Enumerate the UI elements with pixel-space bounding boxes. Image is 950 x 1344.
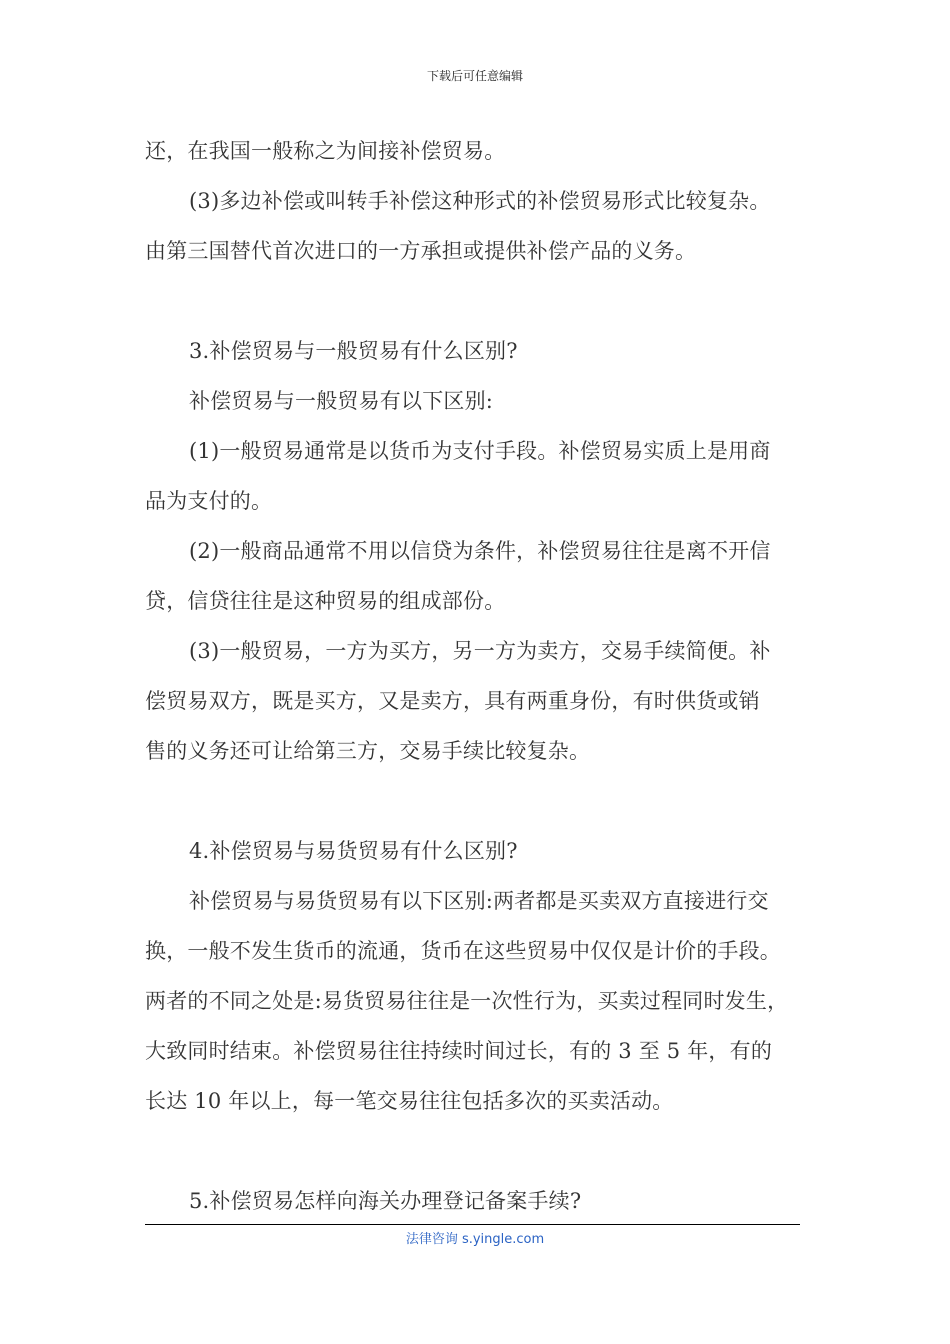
paragraph-line: 补偿贸易与一般贸易有以下区别: <box>189 389 494 413</box>
paragraph-line: 长达 10 年以上，每一笔交易往往包括多次的买卖活动。 <box>145 1089 674 1113</box>
paragraph-line: 品为支付的。 <box>145 489 273 513</box>
blank-line <box>145 276 815 326</box>
page-header-note: 下载后可任意编辑 <box>426 69 523 83</box>
paragraph-line: (3)多边补偿或叫转手补偿这种形式的补偿贸易形式比较复杂。 <box>189 189 771 213</box>
section-heading: 3.补偿贸易与一般贸易有什么区别? <box>189 339 518 363</box>
section-heading: 4.补偿贸易与易货贸易有什么区别? <box>189 839 518 863</box>
blank-line <box>145 776 815 826</box>
paragraph-line: 还，在我国一般称之为间接补偿贸易。 <box>145 139 506 163</box>
footer-legal-consult-link[interactable]: 法律咨询 s.yingle.com <box>405 1232 545 1247</box>
document-body <box>145 126 815 1226</box>
paragraph-line: 偿贸易双方，既是买方，又是卖方，具有两重身份，有时供货或销 <box>145 689 760 713</box>
paragraph-line: 两者的不同之处是:易货贸易往往是一次性行为，买卖过程同时发生， <box>145 989 789 1013</box>
paragraph-line: 由第三国替代首次进口的一方承担或提供补偿产品的义务。 <box>145 239 697 263</box>
paragraph-line: 补偿贸易与易货贸易有以下区别:两者都是买卖双方直接进行交 <box>189 889 769 913</box>
paragraph-line: 贷，信贷往往是这种贸易的组成部份。 <box>145 589 506 613</box>
paragraph-line: (3)一般贸易，一方为买方，另一方为卖方，交易手续简便。补 <box>189 639 771 663</box>
paragraph-line: 售的义务还可让给第三方，交易手续比较复杂。 <box>145 739 591 763</box>
paragraph-line: (2)一般商品通常不用以信贷为条件，补偿贸易往往是离不开信 <box>189 539 771 563</box>
paragraph-line: 换，一般不发生货币的流通，货币在这些贸易中仅仅是计价的手段。 <box>145 939 781 963</box>
blank-line <box>145 1126 815 1176</box>
section-heading: 5.补偿贸易怎样向海关办理登记备案手续? <box>189 1189 582 1213</box>
footer-divider <box>145 1224 800 1225</box>
paragraph-line: 大致同时结束。补偿贸易往往持续时间过长，有的 3 至 5 年，有的 <box>145 1039 773 1063</box>
paragraph-line: (1)一般贸易通常是以货币为支付手段。补偿贸易实质上是用商 <box>189 439 771 463</box>
